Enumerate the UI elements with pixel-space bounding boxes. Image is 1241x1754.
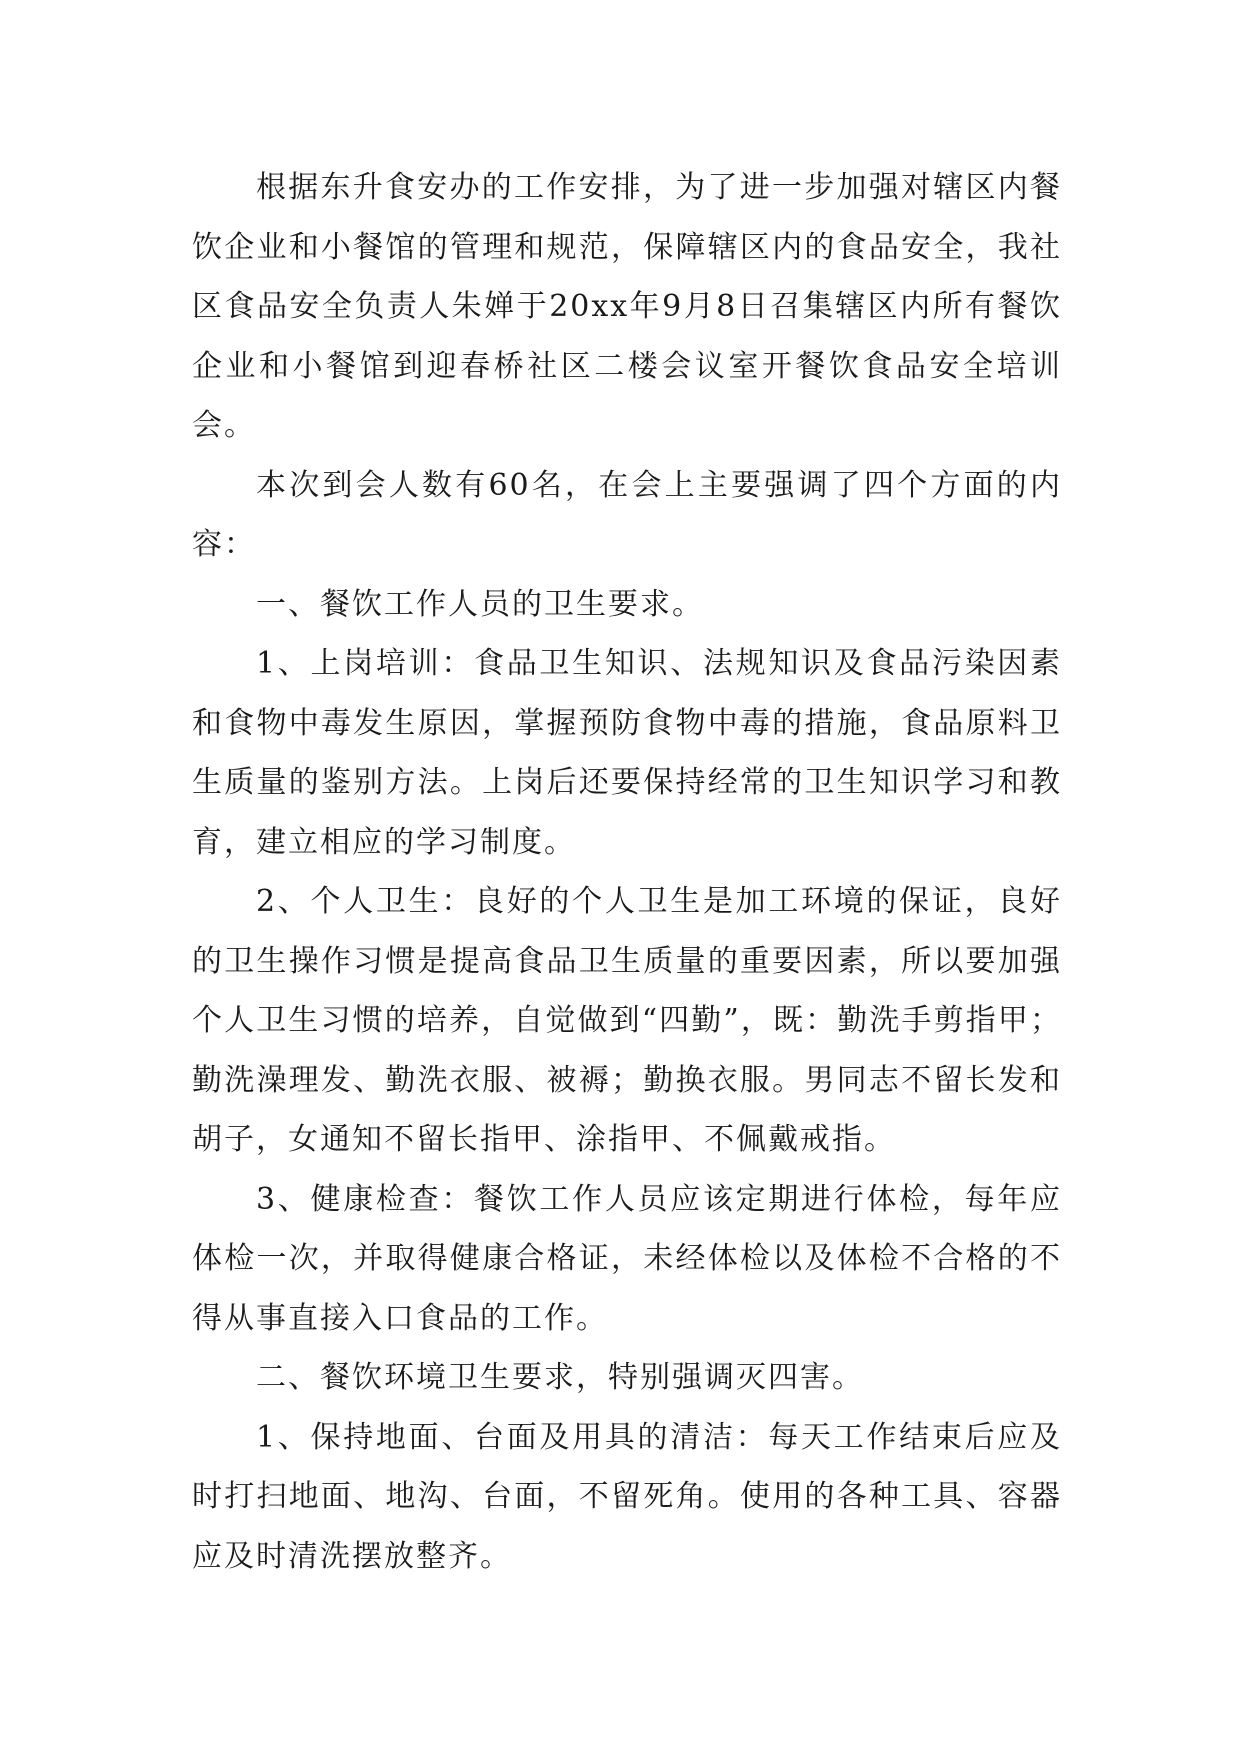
paragraph-personal-hygiene: 2、个人卫生：良好的个人卫生是加工环境的保证，良好的卫生操作习惯是提高食品卫生质量的重要因素，所以要加强个人卫生习惯的培养，自觉做到“四勤”，既：勤洗手剪指甲；勤洗澡理发、勤洗衣服、被褥；勤换衣服。男同志不留长发和胡子，女通知不留长指甲、涂指甲、不佩戴戒指。 xyxy=(192,884,1062,1157)
paragraph-intro: 根据东升食安办的工作安排，为了进一步加强对辖区内餐饮企业和小餐馆的管理和规范，保障辖区内的食品安全，我社区食品安全负责人朱婵于20xx年9月8日召集辖区内所有餐饮企业和小餐馆到迎春桥社区二楼会议室开餐饮食品安全培训会。 xyxy=(192,170,1062,443)
paragraph-training: 1、上岗培训：食品卫生知识、法规知识及食品污染因素和食物中毒发生原因，掌握预防食物中毒的措施，食品原料卫生质量的鉴别方法。上岗后还要保持经常的卫生知识学习和教育，建立相应的学习制度。 xyxy=(192,646,1062,860)
paragraph-health-check: 3、健康检查：餐饮工作人员应该定期进行体检，每年应体检一次，并取得健康合格证，未经体检以及体检不合格的不得从事直接入口食品的工作。 xyxy=(192,1181,1062,1336)
paragraph-attendance: 本次到会人数有60名，在会上主要强调了四个方面的内容： xyxy=(192,467,1062,562)
document-body xyxy=(192,158,1062,1586)
section-heading-environment: 二、餐饮环境卫生要求，特别强调灭四害。 xyxy=(256,1360,864,1395)
section-heading-staff-hygiene: 一、餐饮工作人员的卫生要求。 xyxy=(256,586,704,622)
paragraph-cleanliness: 1、保持地面、台面及用具的清洁：每天工作结束后应及时打扫地面、地沟、台面，不留死角。使用的各种工具、容器应及时清洗摆放整齐。 xyxy=(192,1419,1062,1574)
